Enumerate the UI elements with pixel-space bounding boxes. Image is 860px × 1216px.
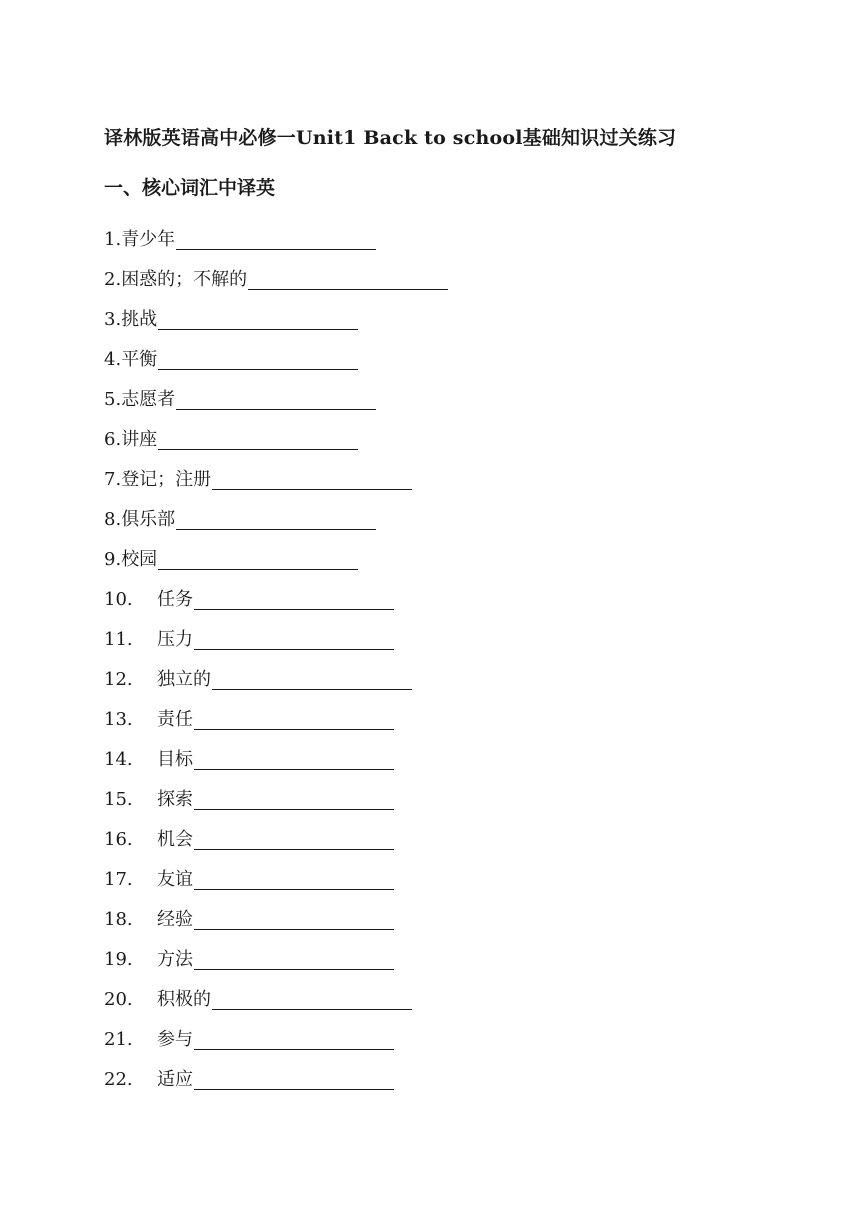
answer-blank[interactable] [176,507,376,530]
answer-blank[interactable] [194,747,394,770]
answer-blank[interactable] [158,427,358,450]
item-text: 压力 [157,629,193,650]
list-item [104,414,764,454]
item-text: 适应 [157,1069,193,1090]
answer-blank[interactable] [194,587,394,610]
answer-blank[interactable] [212,467,412,490]
item-number: 22. [104,1069,133,1090]
item-number: 19. [104,949,133,970]
item-number: 4. [104,349,122,370]
list-item [104,334,764,374]
answer-blank[interactable] [158,347,358,370]
list-item [104,614,764,654]
answer-blank[interactable] [194,827,394,850]
item-text: 经验 [157,909,193,930]
answer-blank[interactable] [194,1027,394,1050]
item-text: 探索 [157,789,193,810]
list-item [104,734,764,774]
item-text: 志愿者 [121,389,176,410]
answer-blank[interactable] [194,1067,394,1090]
answer-blank[interactable] [212,667,412,690]
list-item [104,694,764,734]
answer-blank[interactable] [158,307,358,330]
item-number: 15. [104,789,133,810]
answer-blank[interactable] [176,227,376,250]
item-number: 13. [104,709,133,730]
list-item [104,374,764,414]
answer-blank[interactable] [194,947,394,970]
answer-blank[interactable] [212,987,412,1010]
answer-blank[interactable] [194,627,394,650]
section-heading: 一、核心词汇中译英 [104,177,276,199]
list-item [104,974,764,1014]
item-number: 9. [104,549,122,570]
item-text: 参与 [157,1029,193,1050]
answer-blank[interactable] [194,907,394,930]
item-text: 友谊 [157,869,193,890]
item-text: 俱乐部 [121,509,176,530]
item-text: 平衡 [121,349,158,370]
item-number: 8. [104,509,122,530]
vocabulary-list [104,214,764,1094]
item-number: 20. [104,989,133,1010]
item-text: 任务 [157,589,193,610]
answer-blank[interactable] [194,707,394,730]
list-item [104,894,764,934]
item-text: 挑战 [121,309,158,330]
item-text: 青少年 [121,229,176,250]
item-number: 14. [104,749,133,770]
item-number: 6. [104,429,122,450]
list-item [104,654,764,694]
item-number: 1. [104,229,122,250]
answer-blank[interactable] [158,547,358,570]
item-text: 独立的 [157,669,211,690]
item-text: 讲座 [121,429,158,450]
item-number: 3. [104,309,122,330]
answer-blank[interactable] [194,867,394,890]
document-title: 译林版英语高中必修一Unit1 Back to school基础知识过关练习 [104,127,677,149]
item-text: 方法 [157,949,193,970]
item-number: 5. [104,389,122,410]
answer-blank[interactable] [176,387,376,410]
document-page [104,124,764,1094]
item-text: 登记；注册 [121,469,212,490]
item-text: 校园 [121,549,158,570]
list-item [104,854,764,894]
list-item [104,454,764,494]
item-number: 2. [104,269,122,290]
list-item [104,214,764,254]
item-text: 困惑的；不解的 [121,269,248,290]
item-number: 7. [104,469,122,490]
answer-blank[interactable] [248,267,448,290]
item-text: 目标 [157,749,193,770]
answer-blank[interactable] [194,787,394,810]
list-item [104,934,764,974]
item-number: 21. [104,1029,133,1050]
item-number: 12. [104,669,133,690]
list-item [104,494,764,534]
list-item [104,254,764,294]
item-number: 17. [104,869,133,890]
item-number: 10. [104,589,133,610]
item-number: 18. [104,909,133,930]
item-text: 责任 [157,709,193,730]
item-number: 16. [104,829,133,850]
list-item [104,294,764,334]
list-item [104,1054,764,1094]
list-item [104,814,764,854]
list-item [104,534,764,574]
list-item [104,774,764,814]
item-text: 机会 [157,829,193,850]
list-item [104,1014,764,1054]
item-text: 积极的 [157,989,211,1010]
list-item [104,574,764,614]
item-number: 11. [104,629,133,650]
